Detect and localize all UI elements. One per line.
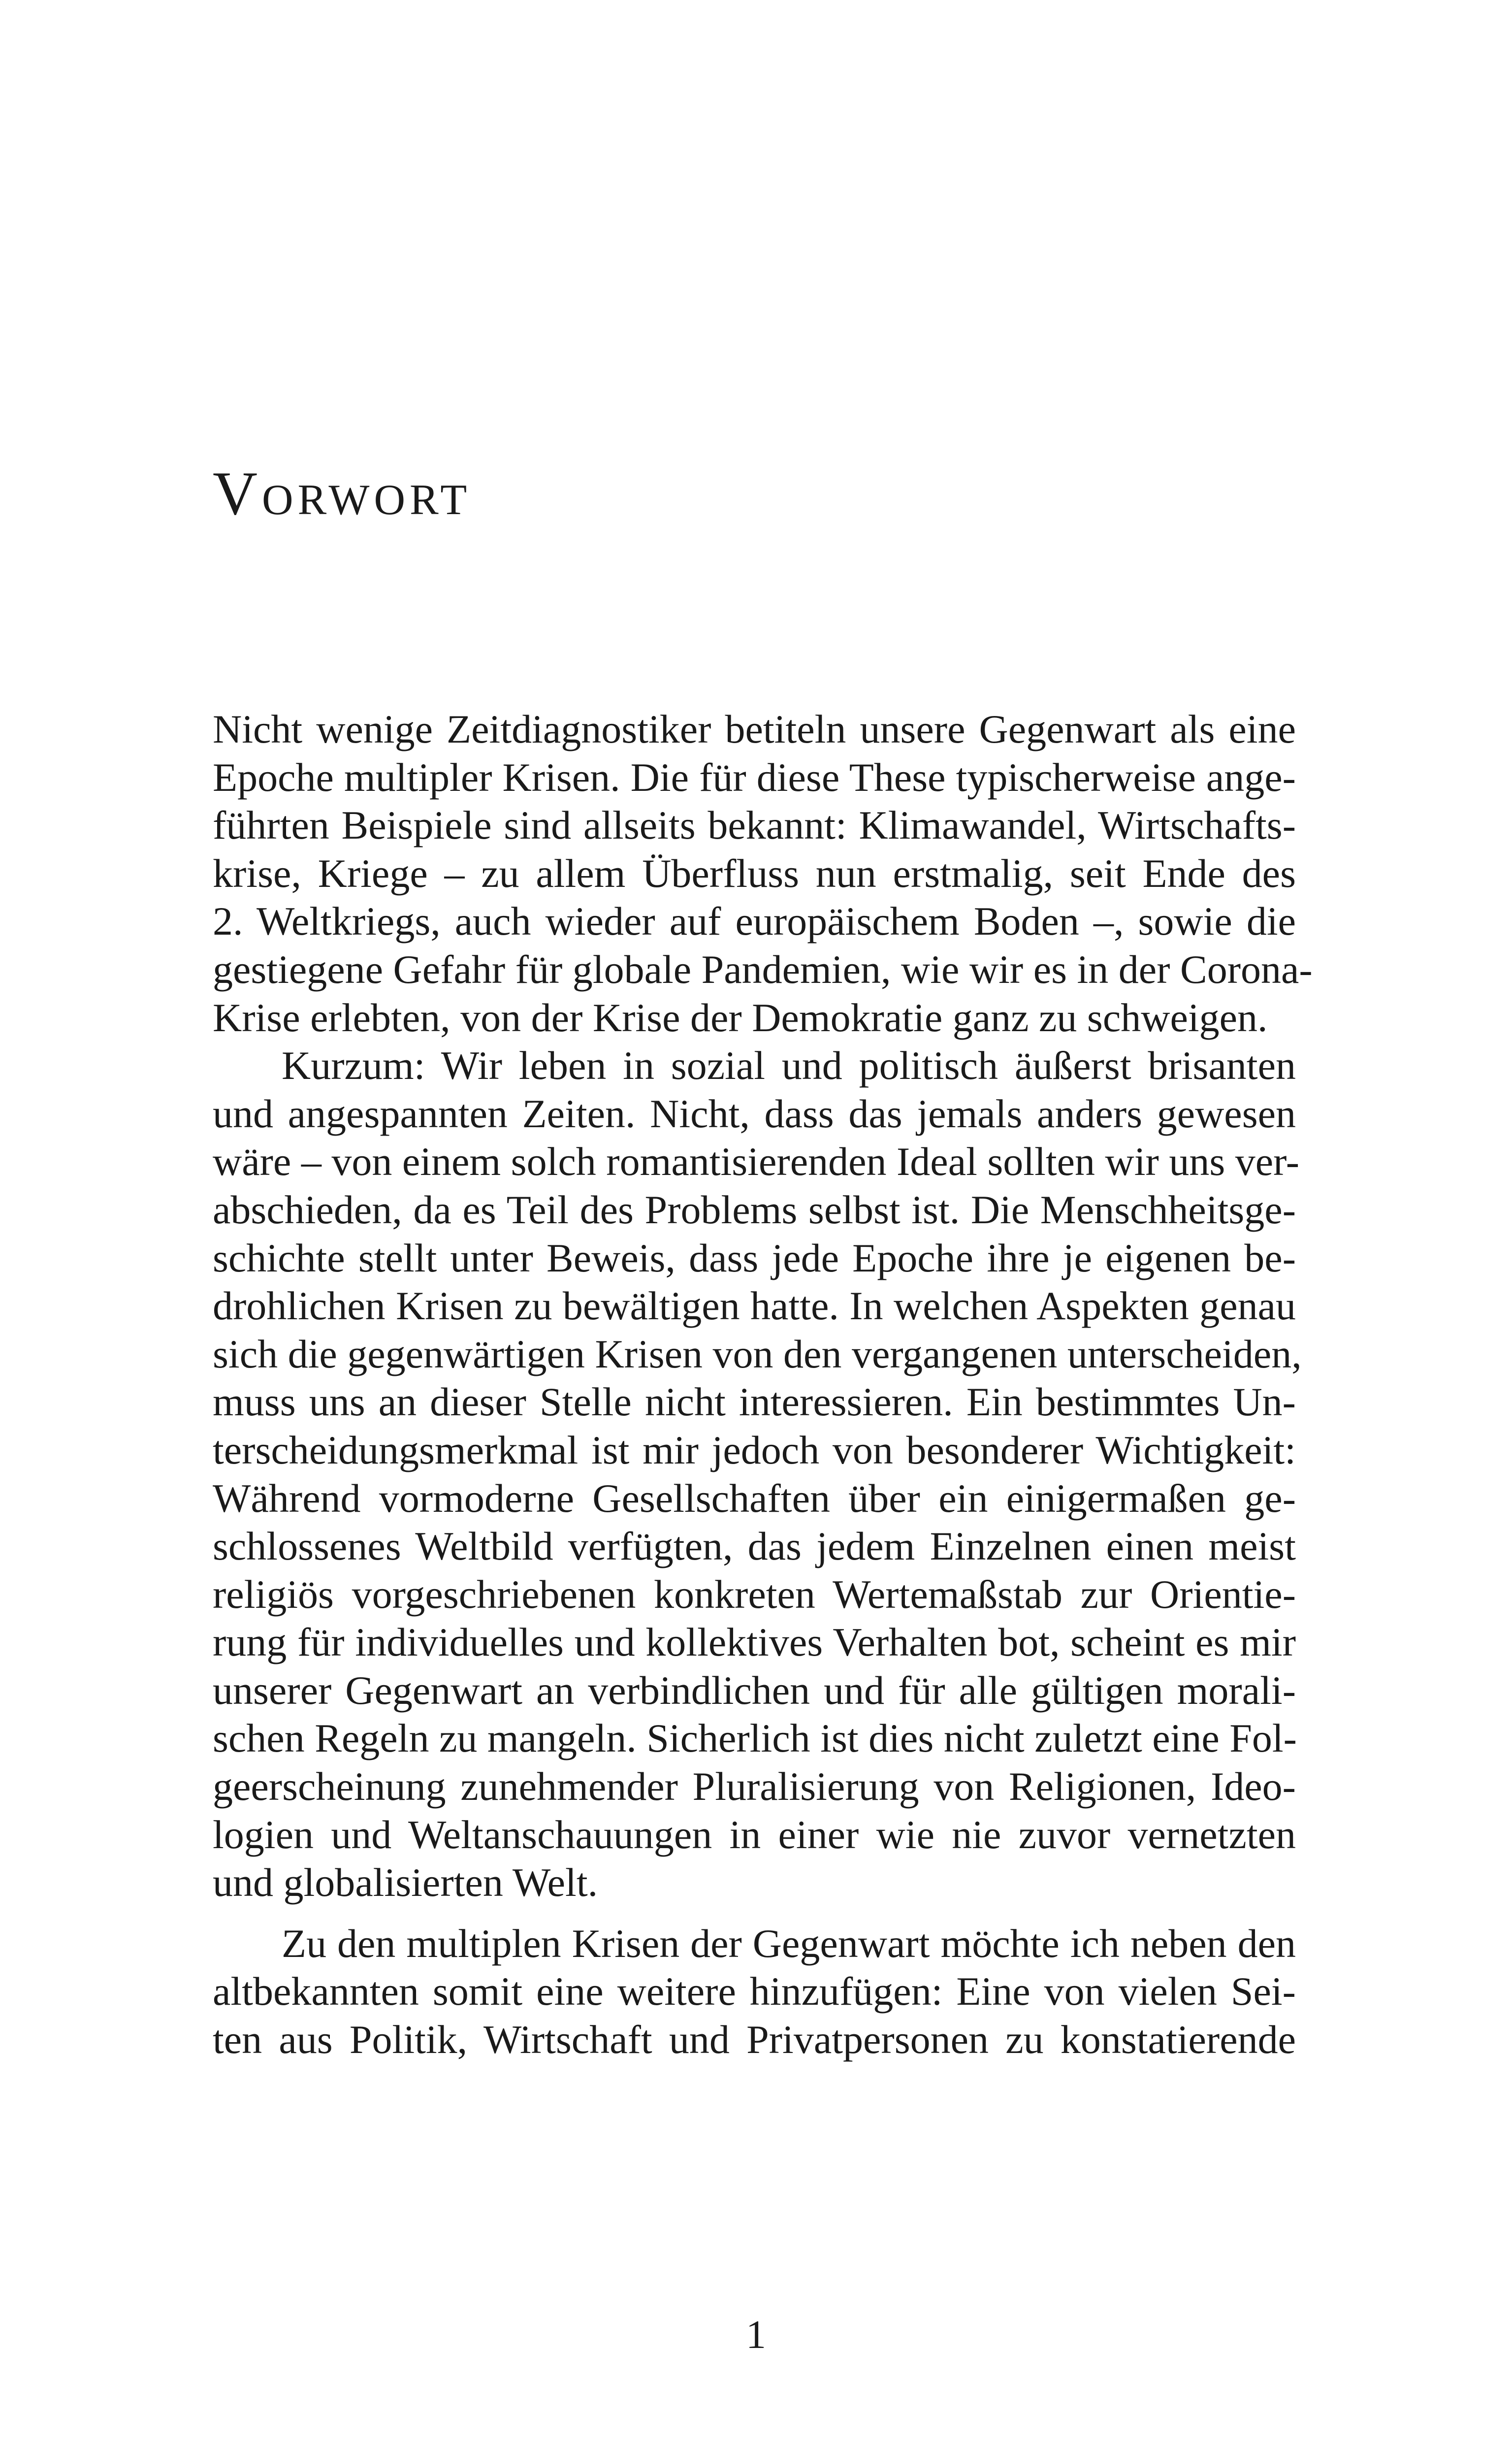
text-line: abschieden, da es Teil des Problems selbst ist. Die Menschheitsge- [213,1187,1296,1232]
text-line: Epoche multipler Krisen. Die für diese These typischerweise ange- [213,754,1296,800]
text-line: Krise erlebten, von der Krise der Demokratie ganz zu schweigen. [213,995,1268,1040]
text-line: schen Regeln zu mangeln. Sicherlich ist dies nicht zuletzt eine Fol- [213,1716,1297,1761]
text-line: sich die gegenwärtigen Krisen von den vergangenen unterscheiden, [213,1331,1302,1376]
body-text [213,705,1313,2064]
text-line: ten aus Politik, Wirtschaft und Privatpersonen zu konstatierende [213,2017,1296,2062]
text-line: Nicht wenige Zeitdiagnostiker betiteln unsere Gegenwart als eine [213,707,1296,751]
paragraph-spacer [213,1907,1296,1920]
text-line: Kurzum: Wir leben in sozial und politisch äußerst brisanten [282,1043,1296,1088]
text-line: Während vormoderne Gesellschaften über ein einigermaßen ge- [213,1475,1296,1521]
text-line: und globalisierten Welt. [213,1860,598,1905]
text-line: gestiegene Gefahr für globale Pandemien, wie wir es in der Corona- [213,946,1313,992]
text-line: 2. Weltkriegs, auch wieder auf europäischem Boden –, sowie die [213,899,1296,944]
paragraph [213,1042,1302,1907]
text-line: rung für individuelles und kollektives Verhalten bot, scheint es mir [213,1620,1296,1665]
text-line: Zu den multiplen Krisen der Gegenwart möchte ich neben den [282,1921,1296,1966]
text-line: geerscheinung zunehmender Pluralisierung von Religionen, Ideo- [213,1764,1296,1809]
text-line: religiös vorgeschriebenen konkreten Wertemaßstab zur Orientie- [213,1571,1296,1617]
text-line: wäre – von einem solch romantisierenden Ideal sollten wir uns ver- [213,1139,1300,1184]
text-line: schichte stellt unter Beweis, dass jede Epoche ihre je eigenen be- [213,1235,1296,1280]
paragraph [213,1920,1296,2064]
text-line: muss uns an dieser Stelle nicht interessieren. Ein bestimmtes Un- [213,1379,1296,1425]
page-number: 1 [746,2312,766,2357]
text-line: führten Beispiele sind allseits bekannt: Klimawandel, Wirtschafts- [213,803,1296,848]
text-line: und angespannten Zeiten. Nicht, dass das jemals anders gewesen [213,1091,1296,1136]
text-line: schlossenes Weltbild verfügten, das jedem Einzelnen einen meist [213,1524,1296,1569]
text-line: krise, Kriege – zu allem Überfluss nun erstmalig, seit Ende des [213,850,1296,896]
text-line: drohlichen Krisen zu bewältigen hatte. In welchen Aspekten genau [213,1283,1296,1329]
paragraph [213,705,1313,1042]
text-line: altbekannten somit eine weitere hinzufügen: Eine von vielen Sei- [213,1969,1296,2014]
text-line: unserer Gegenwart an verbindlichen und für alle gültigen morali- [213,1667,1296,1713]
chapter-title: Vorwort [213,459,472,528]
text-line: logien und Weltanschauungen in einer wie nie zuvor vernetzten [213,1812,1296,1857]
text-line: terscheidungsmerkmal ist mir jedoch von besonderer Wichtigkeit: [213,1427,1296,1472]
